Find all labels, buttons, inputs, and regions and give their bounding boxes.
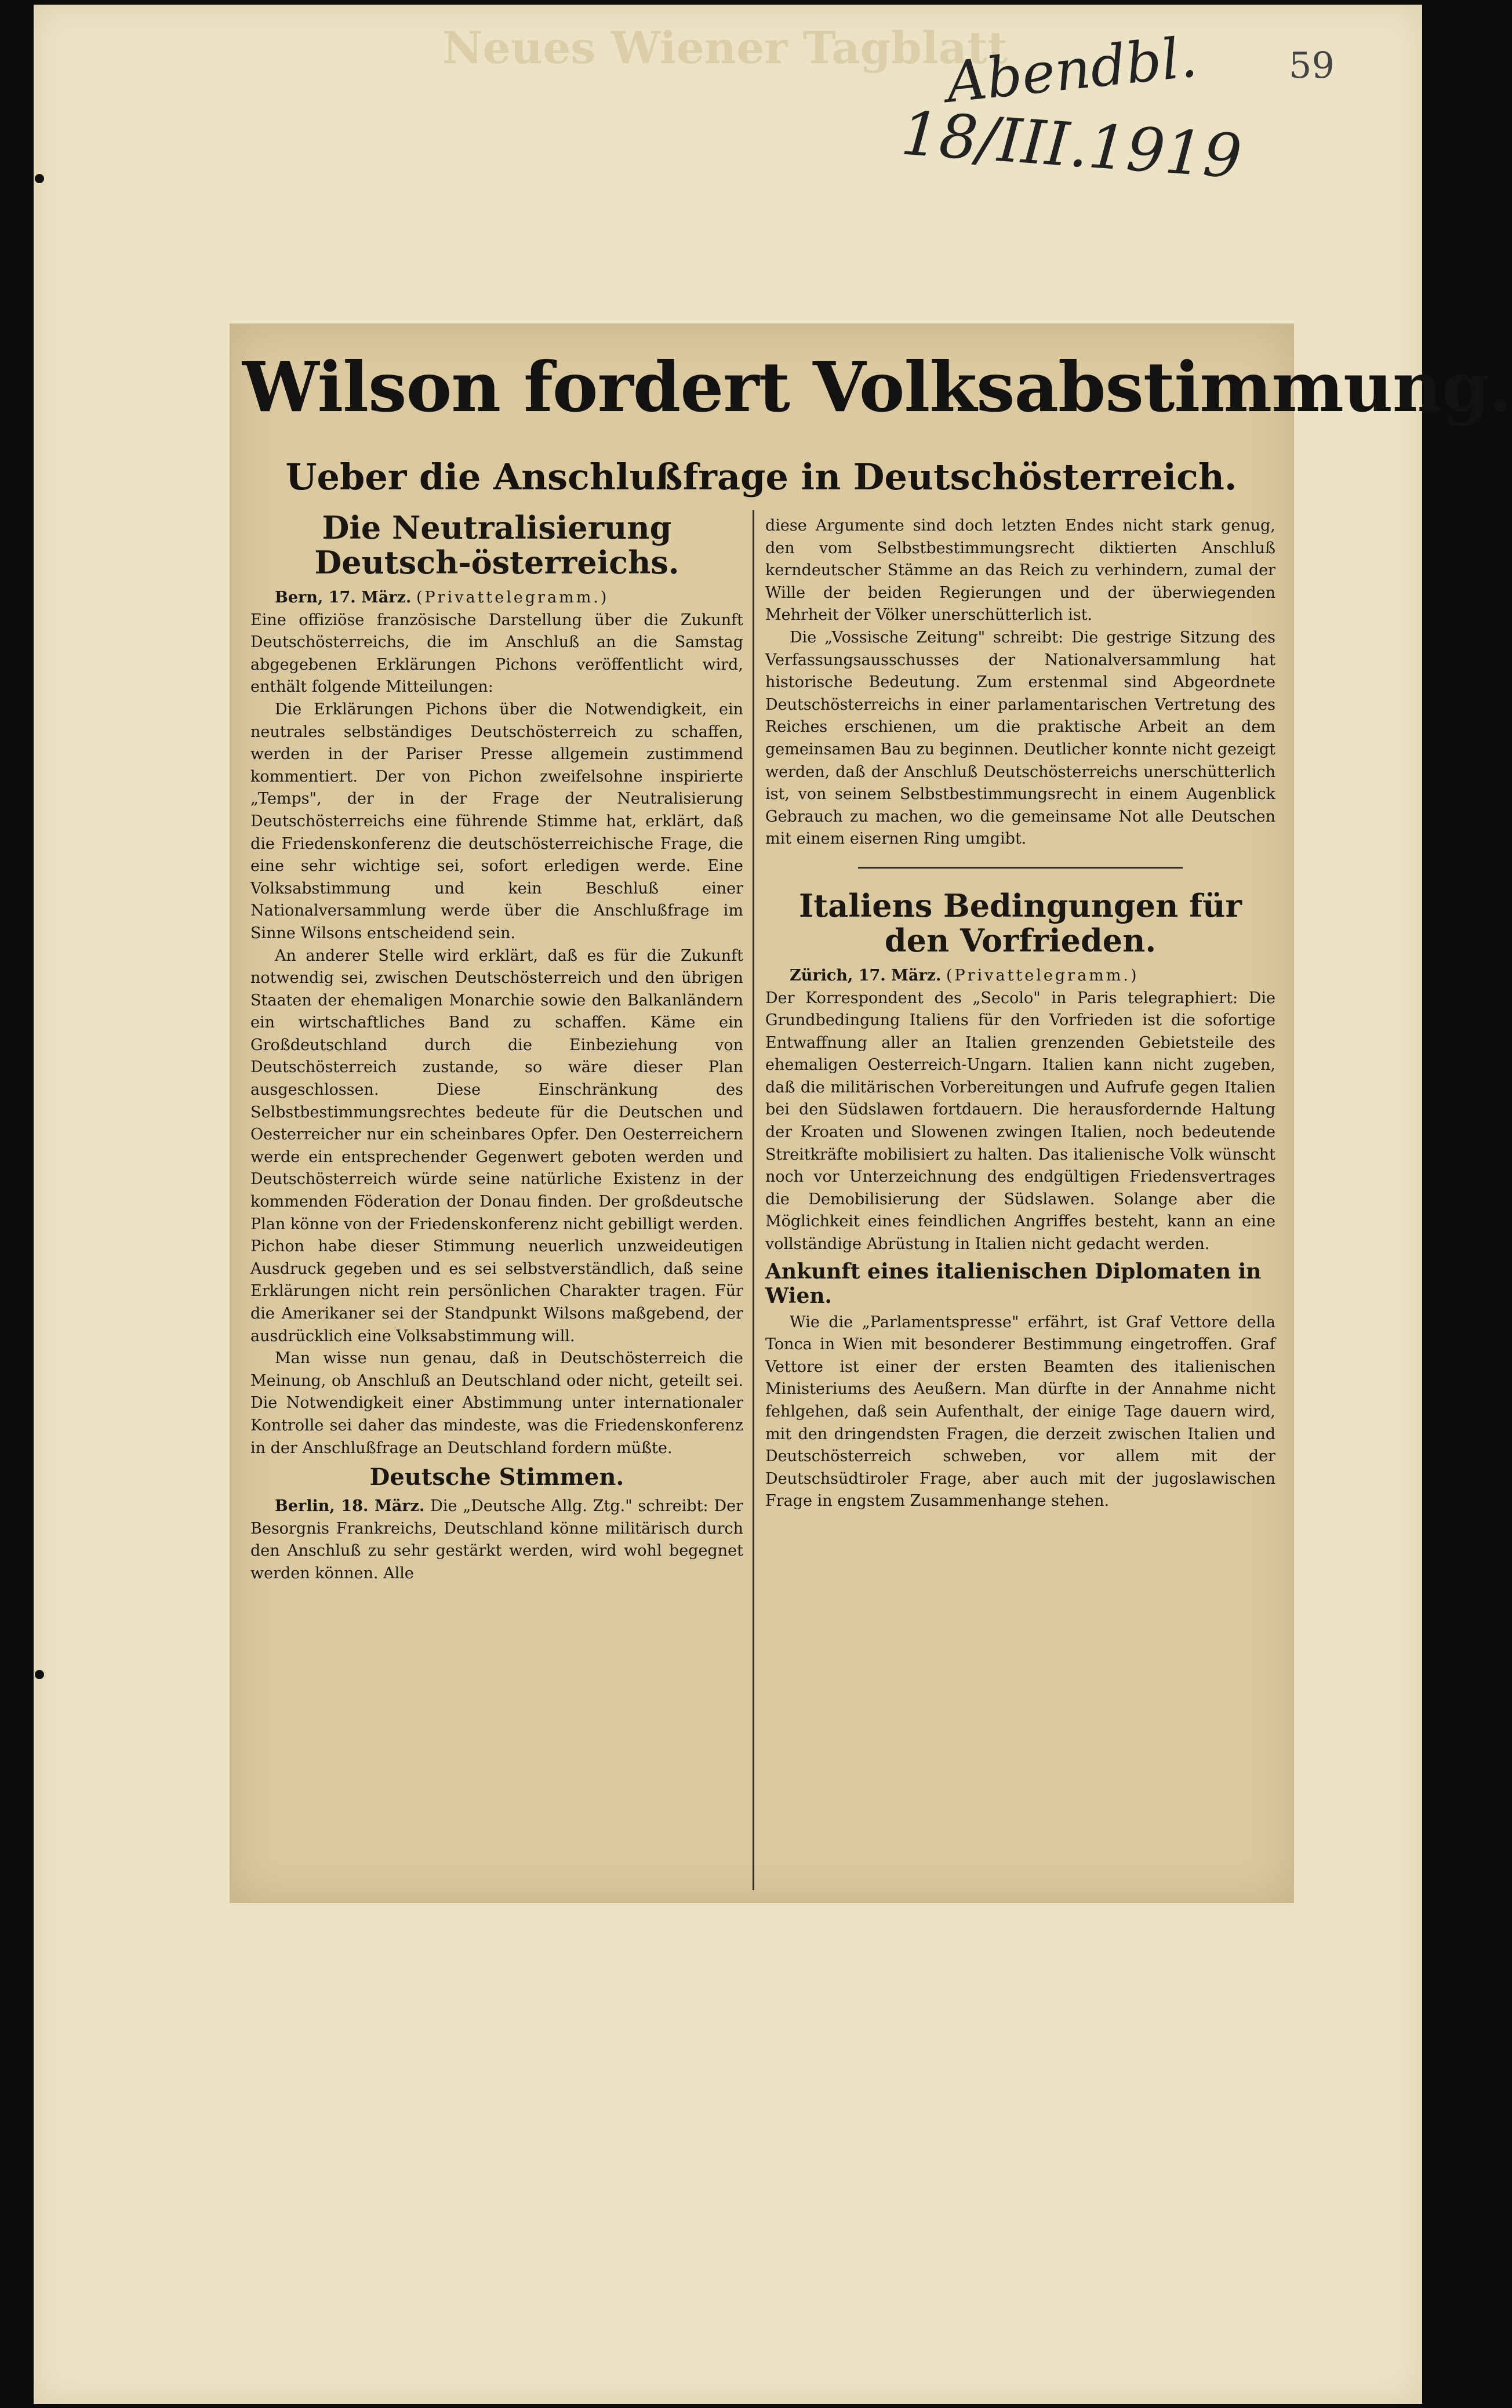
paragraph: Man wisse nun genau, daß in Deutschösterreich die Meinung, ob Anschluß an Deutschland oder nicht, geteilt sei. Die Notwendigkeit einer Abstimmung unter internationaler Kontrolle sei daher das mindeste, was die Friedenskonferenz in der Anschlußfrage an Deutschland fordern müßte. — [250, 1349, 743, 1457]
handwritten-date: 18/III.1919 — [899, 97, 1244, 193]
paragraph: Die „Deutsche Allg. Ztg." schreibt: Der Besorgnis Frankreichs, Deutschland könne militärisch durch den Anschluß zu sehr gestärkt werden, wird wohl begegnet werden können. Alle — [250, 1497, 743, 1582]
paragraph: Die Erklärungen Pichons über die Notwendigkeit, ein neutrales selbständiges Deutschösterreich zu schaffen, werden in der Pariser Presse allgemein zustimmend kommentiert. Der von Pichon zweifelsohne inspirierte „Temps", der in der Frage der Neutralisierung Deutschösterreichs eine führende Stimme hat, erklärt, daß die Friedenskonferenz die deutschösterreichische Frage, die eine sehr wichtige sei, sofort erledigen werde. Eine Volksabstimmung und kein Beschluß einer Nationalversammlung werde über die Anschlußfrage im Sinne Wilsons entscheidend sein. — [250, 700, 743, 942]
punch-hole-mark — [35, 1670, 44, 1679]
punch-hole-mark — [35, 174, 44, 183]
left-column — [250, 510, 743, 1890]
dateline-paragraph — [765, 965, 1275, 987]
column-divider — [753, 510, 754, 1890]
newspaper-stamp: Neues Wiener Tagblatt — [442, 22, 1008, 74]
handwritten-edition: Abendbl. — [943, 24, 1200, 115]
paragraph: Wie die „Parlamentspresse" erfährt, ist Graf Vettore della Tonca in Wien mit besonderer Bestimmung eingetroffen. Graf Vettore ist einer der ersten Beamten des italienischen Ministeriums des Aeußern. Man dürfte in der Annahme nicht fehlgehen, daß sein Aufenthalt, der einige Tage dauern wird, mit den dringendsten Fragen, die derzeit zwischen Italien und Deutschösterreich schweben, vor allem mit der Deutschsüdtiroler Frage, aber auch mit der jugoslawischen Frage in engstem Zusammenhange stehen. — [765, 1313, 1275, 1510]
dateline-paragraph — [250, 587, 743, 609]
dateline: Zürich, 17. März. — [790, 966, 942, 985]
newspaper-clipping — [231, 325, 1512, 1902]
source-note: (Privattelegramm.) — [416, 589, 609, 606]
section-title: Italiens Bedingungen für den Vorfrieden. — [799, 887, 1242, 959]
page-number: 59 — [1289, 44, 1335, 86]
section-title: Ankunft eines italienischen Diplomaten in Wien. — [765, 1259, 1262, 1308]
paragraph: An anderer Stelle wird erklärt, daß es für die Zukunft notwendig sei, zwischen Deutschösterreich und den übrigen Staaten der ehemaligen Monarchie sowie den Balkanländern ein wirtschaftliches Band zu schaffen. Käme ein Großdeutschland durch die Einbeziehung von Deutschösterreich zustande, so wäre dieser Plan ausgeschlossen. Diese Einschränkung des Selbstbestimmungsrechtes bedeute für die Deutschen und Oesterreicher nur ein scheinbares Opfer. Den Oesterreichern werde ein entsprechender Gegenwert geboten werden und Deutschösterreich würde seine natürliche Existenz in der kommenden Föderation der Donau finden. Der großdeutsche Plan könne von der Friedenskonferenz nicht gebilligt werden. Pichon habe dieser Stimmung neuerlich unzweideutigen Ausdruck gegeben und es sei selbstverständlich, daß seine Erklärungen nicht rein persönlichen Charakter tragen. Für die Amerikaner sei der Standpunkt Wilsons maßgebend, der ausdrücklich eine Volksabstimmung will. — [250, 946, 743, 1345]
dateline: Berlin, 18. März. — [275, 1497, 425, 1516]
headline: Wilson fordert Volksabstimmung. — [242, 347, 1512, 427]
dateline-paragraph — [250, 1495, 743, 1585]
section-title: Deutsche Stimmen. — [369, 1463, 624, 1491]
section-rule — [858, 867, 1183, 869]
paragraph: Die „Vossische Zeitung" schreibt: Die gestrige Sitzung des Verfassungsausschusses der Nationalversammlung hat historische Bedeutung. Zum erstenmal sind Abgeordnete Deutschösterreichs in einer parlamentarischen Vertretung des Reiches erschienen, um die praktische Arbeit an dem gemeinsamen Bau zu beginnen. Deutlicher konnte nicht gezeigt werden, daß der Anschluß Deutschösterreichs unerschütterlich ist, von seinem Selbstbestimmungsrecht in einem Augenblick Gebrauch zu machen, wo die gemeinsame Not alle Deutschen mit einem eisernen Ring umgibt. — [765, 628, 1275, 848]
subheadline: Ueber die Anschlußfrage in Deutschösterreich. — [285, 456, 1237, 498]
dateline: Bern, 17. März. — [275, 589, 412, 606]
section-title: Die Neutralisierung Deutsch-österreichs. — [314, 509, 679, 581]
source-note: (Privattelegramm.) — [946, 966, 1139, 985]
paragraph: Der Korrespondent des „Secolo" in Paris telegraphiert: Die Grundbedingung Italiens für den Vorfrieden ist die sofortige Entwaffnung aller an Italien grenzenden Gebietsteile des ehemaligen Oesterreich-Ungarn. Italien kann nicht zugeben, daß die militärischen Vorbereitungen und Aufrufe gegen Italien bei den Südslawen fortdauern. Die herausfordernde Haltung der Kroaten und Slowenen zwingen Italien, noch bedeutende Streitkräfte mobilisiert zu halten. Das italienische Volk wünscht noch vor Unterzeichnung des endgültigen Friedensvertrages die Demobilisierung der Südslawen. Solange aber die Möglichkeit eines feindlichen Angriffes besteht, kann an eine vollständige Abrüstung in Italien nicht gedacht werden. — [765, 989, 1275, 1254]
paragraph: Eine offiziöse französische Darstellung über die Zukunft Deutschösterreichs, die im Anschluß an die Samstag abgegebenen Erklärungen Pichons veröffentlicht wird, enthält folgende Mitteilungen: — [250, 611, 743, 696]
paragraph: diese Argumente sind doch letzten Endes nicht stark genug, den vom Selbstbestimmungsrecht diktierten Anschluß kerndeutscher Stämme an das Reich zu verhindern, zumal der Wille der beiden Regierungen und der überwiegenden Mehrheit der Völker unerschütterlich ist. — [765, 517, 1275, 624]
right-column — [765, 515, 1275, 1895]
